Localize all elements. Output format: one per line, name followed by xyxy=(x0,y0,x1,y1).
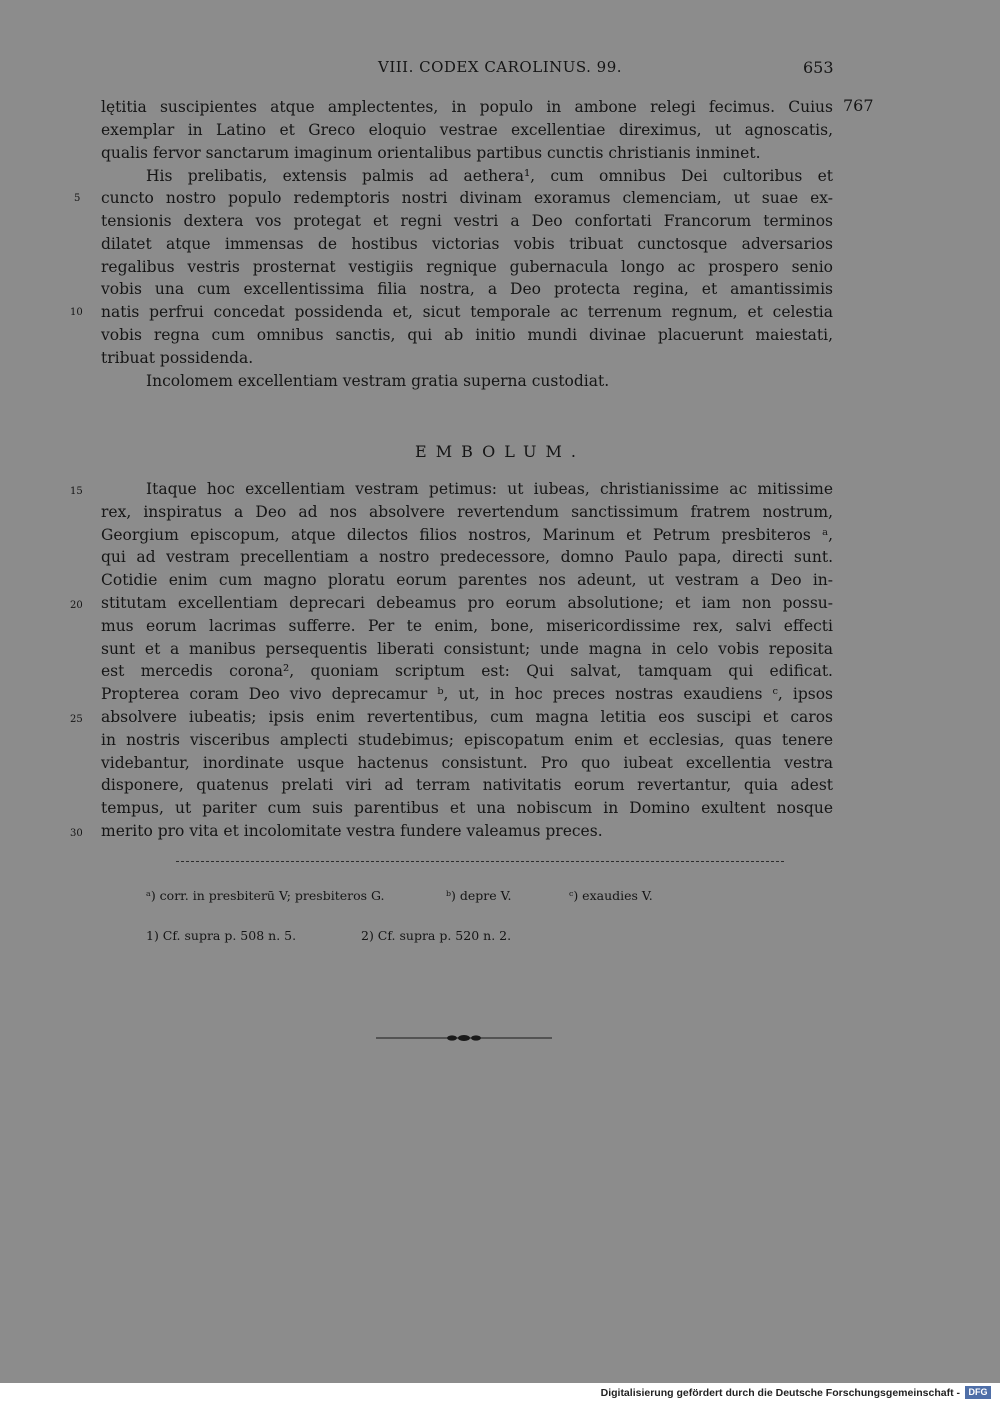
text-line: regalibus vestris prosternat vestigiis regnique gubernacula longo ac prospero senio xyxy=(101,257,833,276)
footnote-1: 1) Cf. supra p. 508 n. 5. xyxy=(146,928,297,943)
text-line: lętitia suscipientes atque amplectentes, in populo in ambone relegi fecimus. Cuius xyxy=(101,98,833,116)
text-line: merito pro vita et incolomitate vestra fundere valeamus preces. xyxy=(101,821,603,840)
end-ornament-icon xyxy=(376,1034,552,1042)
text-line: Propterea coram Deo vivo deprecamur ᵇ, ut, in hoc preces nostras exaudiens ᶜ, ipsos xyxy=(101,685,833,704)
text-line: sunt et a manibus persequentis liberati consistunt; unde magna in celo vobis reposita xyxy=(101,639,833,658)
text-line: cuncto nostro populo redemptoris nostri divinam exoramus clemenciam, ut suae ex- xyxy=(101,189,833,208)
text-line: tensionis dextera vos protegat et regni vestri a Deo confortati Francorum terminos xyxy=(101,212,833,231)
line-number: 15 xyxy=(70,486,83,497)
text-line: stitutam excellentiam deprecari debeamus pro eorum absolutione; et iam non possu- xyxy=(101,593,833,612)
text-line: qualis fervor sanctarum imaginum orientalibus partibus cunctis christianis inminet. xyxy=(101,143,761,162)
text-line: tempus, ut pariter cum suis parentibus et una nobiscum in Domino exultent nosque xyxy=(101,799,833,818)
line-number: 20 xyxy=(70,600,83,611)
margin-page-reference: 767 xyxy=(843,96,874,115)
text-line: vobis regna cum omnibus sanctis, qui ab initio mundi divinae placuerunt maiestati, xyxy=(101,326,833,345)
footnote-a: ᵃ) corr. in presbiterū V; presbiteros G. xyxy=(146,888,385,903)
text-line: dilatet atque immensas de hostibus victorias vobis tribuat cunctosque adversarios xyxy=(101,234,833,253)
footnote-c: ᶜ) exaudies V. xyxy=(569,888,653,903)
text-line: His prelibatis, extensis palmis ad aethera¹, cum omnibus Dei cultoribus et xyxy=(146,166,833,185)
line-number: 5 xyxy=(74,193,81,204)
footnote-b: ᵇ) depre V. xyxy=(446,888,512,903)
running-header: VIII. CODEX CAROLINUS. 99. xyxy=(377,58,623,76)
text-line: exemplar in Latino et Greco eloquio vestrae excellentiae direximus, ut agnoscatis, xyxy=(101,120,833,139)
page-number: 653 xyxy=(803,58,834,77)
embolum-paragraph xyxy=(101,478,833,843)
closing-line: Incolomem excellentiam vestram gratia superna custodiat. xyxy=(146,371,610,390)
text-line: vobis una cum excellentissima filia nostra, a Deo protecta regina, et amantissimis xyxy=(101,280,833,299)
footnote-separator xyxy=(176,861,784,863)
text-line: disponere, quatenus prelati viri ad terram nativitatis eorum revertantur, quia adest xyxy=(101,776,833,795)
text-line: in nostris visceribus amplecti studebimus; episcopatum enim et ecclesias, quas tenere xyxy=(101,730,833,749)
line-number: 25 xyxy=(70,714,83,725)
text-line: qui ad vestram precellentiam a nostro predecessore, domno Paulo papa, directi sunt. xyxy=(101,548,833,567)
text-line: Itaque hoc excellentiam vestram petimus: ut iubeas, christianissime ac mitissime xyxy=(146,480,833,498)
line-number: 30 xyxy=(70,828,83,839)
text-line: rex, inspiratus a Deo ad nos absolvere revertendum sanctissimum fratrem nostrum, xyxy=(101,502,833,521)
text-line: Georgium episcopum, atque dilectos filios nostros, Marinum et Petrum presbiteros ᵃ, xyxy=(101,525,833,544)
text-line: Cotidie enim cum magno ploratu eorum parentes nos adeunt, ut vestram a Deo in- xyxy=(101,571,833,590)
text-line: mus eorum lacrimas sufferre. Per te enim, bone, misericordissime rex, salvi effecti xyxy=(101,616,833,635)
text-line: est mercedis corona², quoniam scriptum est: Qui salvat, tamquam qui edificat. xyxy=(101,662,833,681)
dfg-logo[interactable]: DFG xyxy=(965,1386,991,1399)
section-title: EMBOLUM. xyxy=(415,442,585,461)
paragraph-2 xyxy=(101,165,833,393)
line-number: 10 xyxy=(70,307,83,318)
text-line: tribuat possidenda. xyxy=(101,348,254,367)
footnote-2: 2) Cf. supra p. 520 n. 2. xyxy=(361,928,512,943)
text-line: natis perfrui concedat possidenda et, sicut temporale ac terrenum regnum, et celestia xyxy=(101,303,833,322)
text-line: videbantur, inordinate usque hactenus consistunt. Pro quo iubeat excellentia vestra xyxy=(101,753,833,772)
digitization-credit: Digitalisierung gefördert durch die Deutsche Forschungsgemeinschaft - xyxy=(600,1387,960,1399)
text-line: absolvere iubeatis; ipsis enim revertentibus, cum magna letitia eos suscipi et caros xyxy=(101,707,833,726)
paragraph-1 xyxy=(101,96,833,164)
